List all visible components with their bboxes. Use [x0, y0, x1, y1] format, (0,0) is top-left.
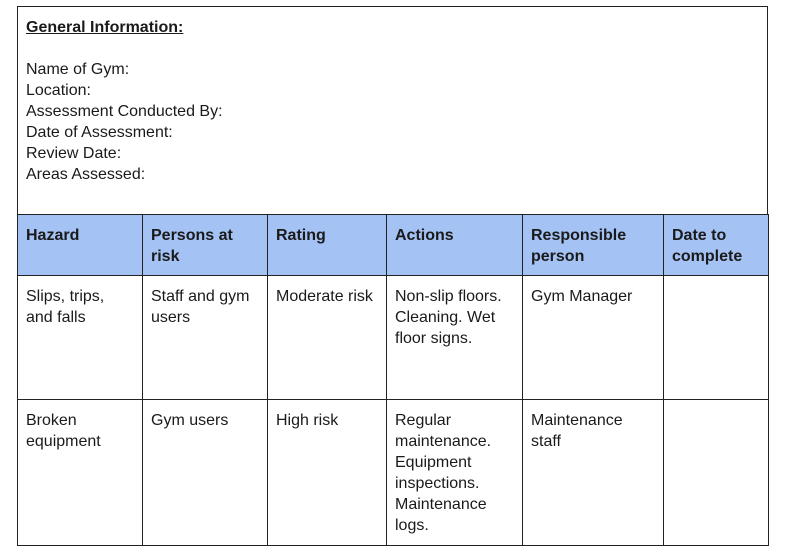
field-review-date: Review Date:: [26, 145, 122, 162]
field-location: Location:: [26, 82, 91, 99]
risk-assessment-document: [17, 6, 768, 545]
cell-hazard: Broken equipment: [18, 400, 143, 546]
table-row: [18, 400, 769, 546]
header-persons-at-risk: Persons at risk: [143, 215, 268, 276]
general-information-title: General Information:: [26, 19, 184, 36]
field-areas-assessed: Areas Assessed:: [26, 166, 146, 183]
cell-hazard: Slips, trips, and falls: [18, 276, 143, 400]
cell-persons-at-risk: Gym users: [143, 400, 268, 546]
cell-actions: Non-slip floors. Cleaning. Wet floor signs.: [387, 276, 523, 400]
general-information-section: [17, 6, 768, 215]
cell-actions: Regular maintenance. Equipment inspections. Maintenance logs.: [387, 400, 523, 546]
cell-responsible-person: Gym Manager: [523, 276, 664, 400]
header-rating: Rating: [268, 215, 387, 276]
table-header-row: [18, 215, 769, 276]
header-responsible-person: Responsible person: [523, 215, 664, 276]
cell-persons-at-risk: Staff and gym users: [143, 276, 268, 400]
header-actions: Actions: [387, 215, 523, 276]
cell-responsible-person: Maintenance staff: [523, 400, 664, 546]
cell-rating: High risk: [268, 400, 387, 546]
cell-date-to-complete: [664, 400, 769, 546]
field-date-of-assessment: Date of Assessment:: [26, 124, 173, 141]
field-name-of-gym: Name of Gym:: [26, 61, 130, 78]
table-row: [18, 276, 769, 400]
cell-date-to-complete: [664, 276, 769, 400]
header-hazard: Hazard: [18, 215, 143, 276]
field-assessment-conducted-by: Assessment Conducted By:: [26, 103, 223, 120]
risk-assessment-table: [17, 214, 769, 546]
header-date-to-complete: Date to complete: [664, 215, 769, 276]
cell-rating: Moderate risk: [268, 276, 387, 400]
